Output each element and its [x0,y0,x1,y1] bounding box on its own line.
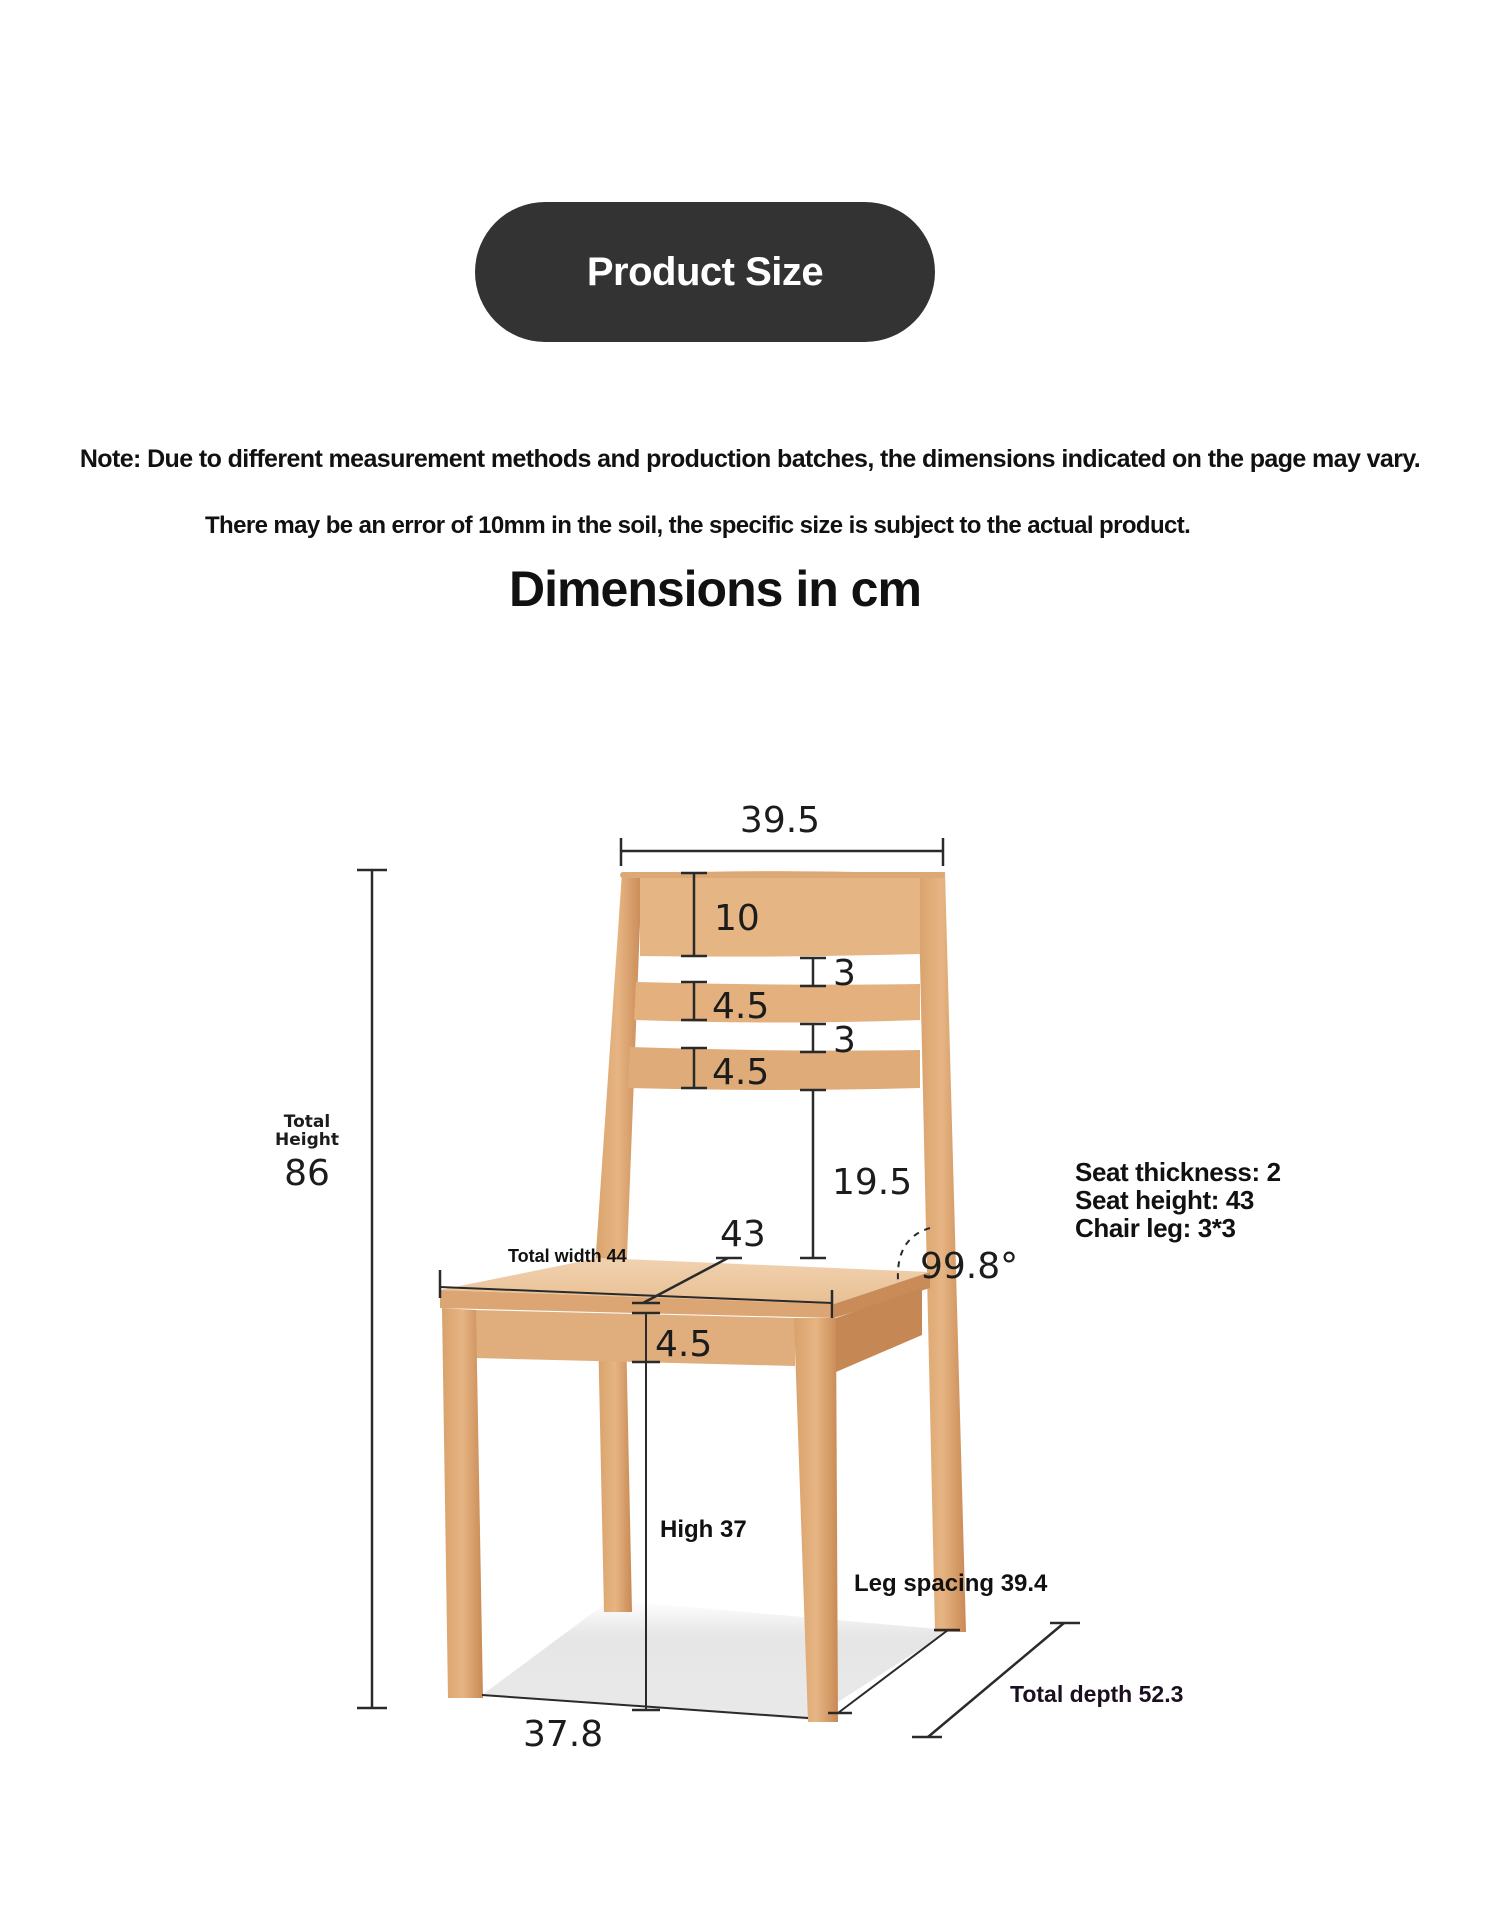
total-width-label: Total width 44 [508,1246,627,1266]
floor-shadow [482,1600,950,1720]
back-angle-value: 99.8° [920,1246,1019,1287]
top-rail-value: 10 [714,898,760,939]
chair-leg-spec: Chair leg: 3*3 [1075,1213,1236,1243]
slat-2-value: 4.5 [712,1052,770,1093]
seat-thickness-spec: Seat thickness: 2 [1075,1157,1281,1187]
total-depth-label: Total depth 52.3 [1010,1681,1184,1707]
seat-height-spec: Seat height: 43 [1075,1185,1254,1215]
backrest-width-value: 39.5 [739,800,821,841]
gap-1-value: 3 [833,953,856,994]
dimensions-title: Dimensions in cm [509,561,921,617]
specs-list [1075,1158,1281,1242]
measurement-note: Note: Due to different measurement methods and production batches, the dimensions indicated on the page may vary. [79,445,1421,473]
gap-2-value: 3 [833,1020,856,1061]
front-left-leg [442,1308,483,1698]
front-leg-spacing-value: 37.8 [523,1714,604,1755]
backrest-slat-1 [634,982,920,1023]
total-height-label-2: Height [275,1130,339,1150]
slat-1-value: 4.5 [712,986,770,1027]
seat-depth-value: 43 [720,1214,766,1255]
leg-spacing-label: Leg spacing 39.4 [854,1570,1048,1597]
backrest-top-rail [640,871,920,957]
total-height-label: Total [283,1112,331,1132]
error-note: There may be an error of 10mm in the soil, the specific size is subject to the actual product. [205,512,1191,539]
under-seat-height-label: High 37 [660,1516,747,1543]
slat-to-seat-value: 19.5 [832,1162,913,1203]
backrest-slat-2 [628,1047,920,1090]
product-size-label: Product Size [586,249,824,294]
apron-height-value: 4.5 [655,1324,713,1365]
back-left-leg [598,1330,632,1612]
total-height-value: 86 [284,1153,330,1194]
front-apron [475,1310,795,1366]
